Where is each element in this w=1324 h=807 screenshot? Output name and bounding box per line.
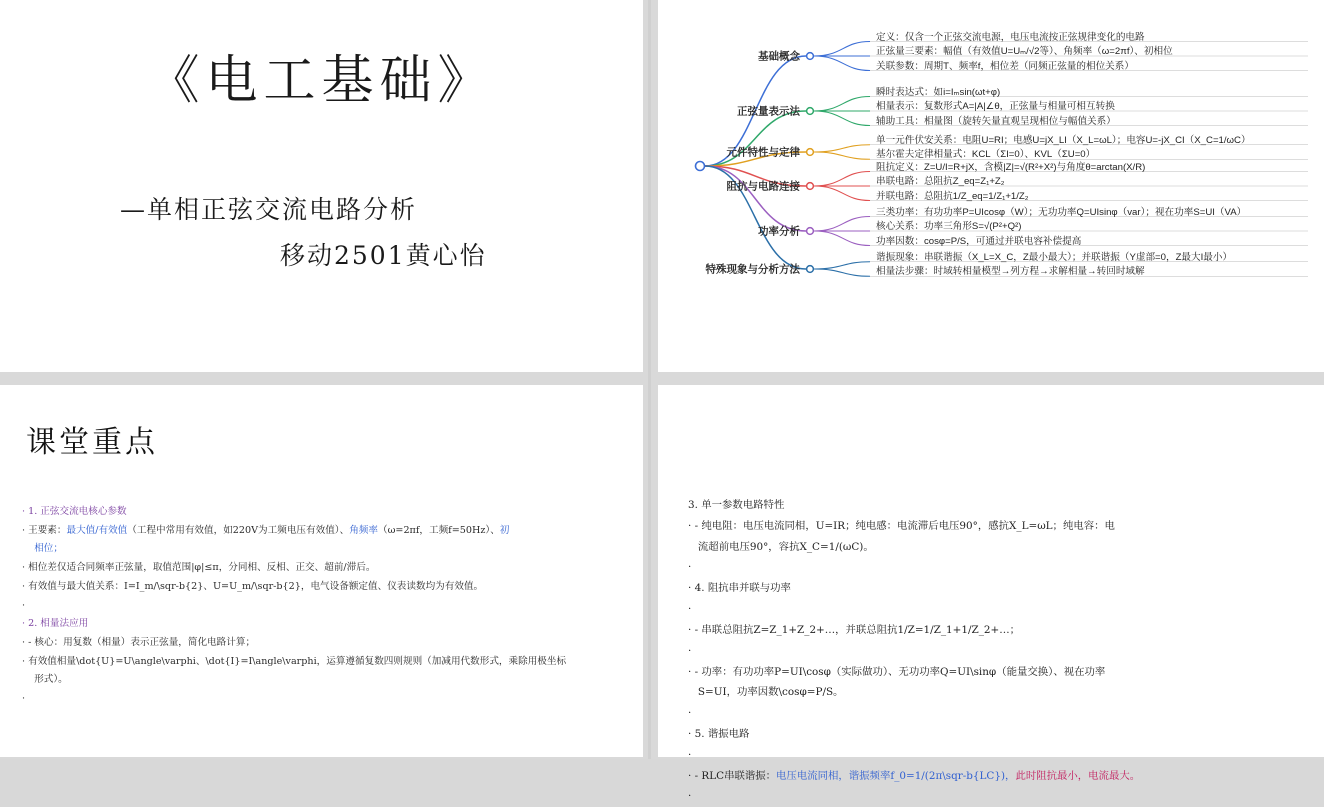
mindmap-leaf: 相量表示：复数形式A=|A|∠θ，正弦量与相量可相互转换: [876, 101, 1115, 112]
note-line: · - 纯电阻：电压电流同相，U=IR；纯电感：电流滞后电压90°，感抗X_L=ωL；纯电容：电: [688, 519, 1115, 532]
note-line: [22, 540, 625, 559]
note-line: · 相位差仅适合同频率正弦量，取值范围|φ|≤π，分同相、反相、正交、超前/滞后。: [22, 562, 376, 574]
mindmap-branch-label: 元件特性与定律: [726, 146, 800, 159]
note-segment: 角频率: [349, 524, 378, 536]
note-line: 流超前电压90°，容抗X_C=1/(ωC)。: [688, 540, 874, 553]
note-line: ·: [688, 790, 692, 803]
note-line: 3. 单一参数电路特性: [688, 499, 785, 511]
mindmap-leaf: 三类功率：有功功率P=UIcosφ（W）；无功功率Q=UIsinφ（var）；视在功率S=UI（VA）: [876, 206, 1247, 218]
note-segment: （工程中常用有效值，如220V为工频电压有效值）、: [127, 524, 350, 536]
note-line: · - 功率：有功功率P=UI\cosφ（实际做功）、无功功率Q=UI\sinφ（能量交换）、视在功率: [688, 665, 1106, 678]
mindmap-leaf: 相量法步骤：时域转相量模型→列方程→求解相量→转回时域解: [876, 266, 1145, 278]
note-line: [688, 766, 1302, 787]
page-title: 《电工基础》: [147, 51, 496, 111]
note-line: · 1. 正弦交流电核心参数: [22, 506, 127, 517]
note-line: [22, 522, 625, 541]
mindmap-leaf: 定义：仅含一个正弦交流电源，电压电流按正弦规律变化的电路: [876, 31, 1145, 43]
note-line: ·: [688, 561, 692, 574]
slide-mindmap[interactable]: [658, 0, 1324, 372]
note-line: · 5. 谐振电路: [688, 727, 750, 740]
vertical-divider: [648, 0, 651, 759]
note-line: · - 串联总阻抗Z=Z_1+Z_2+…，并联总阻抗1/Z=1/Z_1+1/Z_2+…；: [688, 623, 1021, 636]
note-line: S=UI，功率因数\cosφ=P/S。: [688, 686, 844, 699]
mindmap-leaf: 单一元件伏安关系：电阻U=RI；电感U=jX_LI（X_L=ωL）；电容U=-jX_CI（X_C=1/ωC）: [876, 134, 1251, 146]
note-line: ·: [688, 707, 692, 720]
note-line: · 有效值与最大值关系：I=I_m/\sqr-b{2}、U=U_m/\sqr-b{2}，电气设备额定值、仪表读数均为有效值。: [22, 580, 484, 592]
mindmap-leaf: 阻抗定义：Z=U/I=R+jX，含模|Z|=√(R²+X²)与角度θ=arctan(X/R): [876, 161, 1146, 173]
note-line: ·: [688, 644, 692, 657]
note-segment: 此时阻抗最小，电流最大。: [1015, 769, 1141, 782]
slide-keypoints[interactable]: [0, 385, 643, 757]
mindmap-leaf: 功率因数：cosφ=P/S，可通过并联电容补偿提高: [876, 235, 1082, 247]
mindmap-leaf: 串联电路：总阻抗Z_eq=Z₁+Z₂: [876, 176, 1005, 187]
mindmap-leaf: 核心关系：功率三角形S=√(P²+Q²): [876, 221, 1022, 232]
note-line: ·: [22, 599, 26, 611]
note-line: ·: [688, 748, 692, 761]
slide-title[interactable]: [0, 0, 643, 372]
mindmap-leaf: 谐振现象：串联谐振（X_L=X_C，Z最小最大）；并联谐振（Y虚部=0，Z最大I最小）: [876, 251, 1233, 263]
note-segment: 最大值/有效值: [66, 524, 128, 536]
note-line: 形式）。: [22, 674, 68, 686]
note-segment: （ω=2πf，工频f=50Hz）、: [377, 524, 500, 536]
note-segment: · - RLC串联谐振：: [688, 769, 777, 782]
mindmap-branch-label: 特殊现象与分析方法: [705, 263, 800, 276]
note-line: · - 核心：用复数（相量）表示正弦量，简化电路计算；: [22, 636, 256, 648]
note-line: ·: [688, 603, 692, 616]
circuit-notes: [688, 495, 1302, 807]
mindmap-branch-label: 基础概念: [758, 50, 800, 63]
mindmap-leaf: 正弦量三要素：幅值（有效值U=Uₘ/√2等）、角频率（ω=2πf）、初相位: [876, 46, 1173, 57]
note-line: · 4. 阻抗串并联与功率: [688, 582, 791, 595]
keypoints-notes: [22, 503, 625, 709]
note-segment: 初: [499, 524, 510, 536]
note-segment: 电压电流同相，谐振频率f_0=1/(2π\sqr-b{LC})，: [776, 769, 1016, 782]
mindmap-branch-label: 阻抗与电路连接: [726, 180, 800, 193]
note-segment: 相位；: [22, 543, 63, 555]
note-line: ·: [22, 693, 26, 705]
mindmap-leaf: 关联参数：周期T、频率f，相位差（同频正弦量的相位关系）: [876, 60, 1134, 72]
author-label: 移动2501黄心怡: [280, 241, 487, 270]
note-line: · 有效值相量\dot{U}=U\angle\varphi、\dot{I}=I\angle\varphi，运算遵循复数四则规则（加减用代数形式，乘除用极坐标: [22, 655, 567, 667]
mindmap-canvas: [658, 0, 1324, 372]
mindmap-leaf: 辅助工具：相量图（旋转矢量直观呈现相位与幅值关系）: [876, 115, 1116, 127]
slide-circuit-characteristics[interactable]: [658, 385, 1324, 803]
mindmap-branch-label: 正弦量表示法: [737, 105, 800, 118]
mindmap-leaf: 并联电路：总阻抗1/Z_eq=1/Z₁+1/Z₂: [876, 190, 1029, 202]
note-line: · 2. 相量法应用: [22, 618, 89, 630]
mindmap-leaf: 基尔霍夫定律相量式：KCL（ΣI=0）、KVL（ΣU=0）: [876, 149, 1096, 161]
page-subtitle: —单相正弦交流电路分析: [120, 195, 418, 224]
mindmap-branch-label: 功率分析: [758, 225, 800, 238]
mindmap-leaf: 瞬时表达式：如i=Iₘsin(ωt+φ): [876, 86, 1001, 98]
section-heading: 课堂重点: [26, 425, 158, 460]
note-segment: · 王要素：: [22, 524, 67, 536]
